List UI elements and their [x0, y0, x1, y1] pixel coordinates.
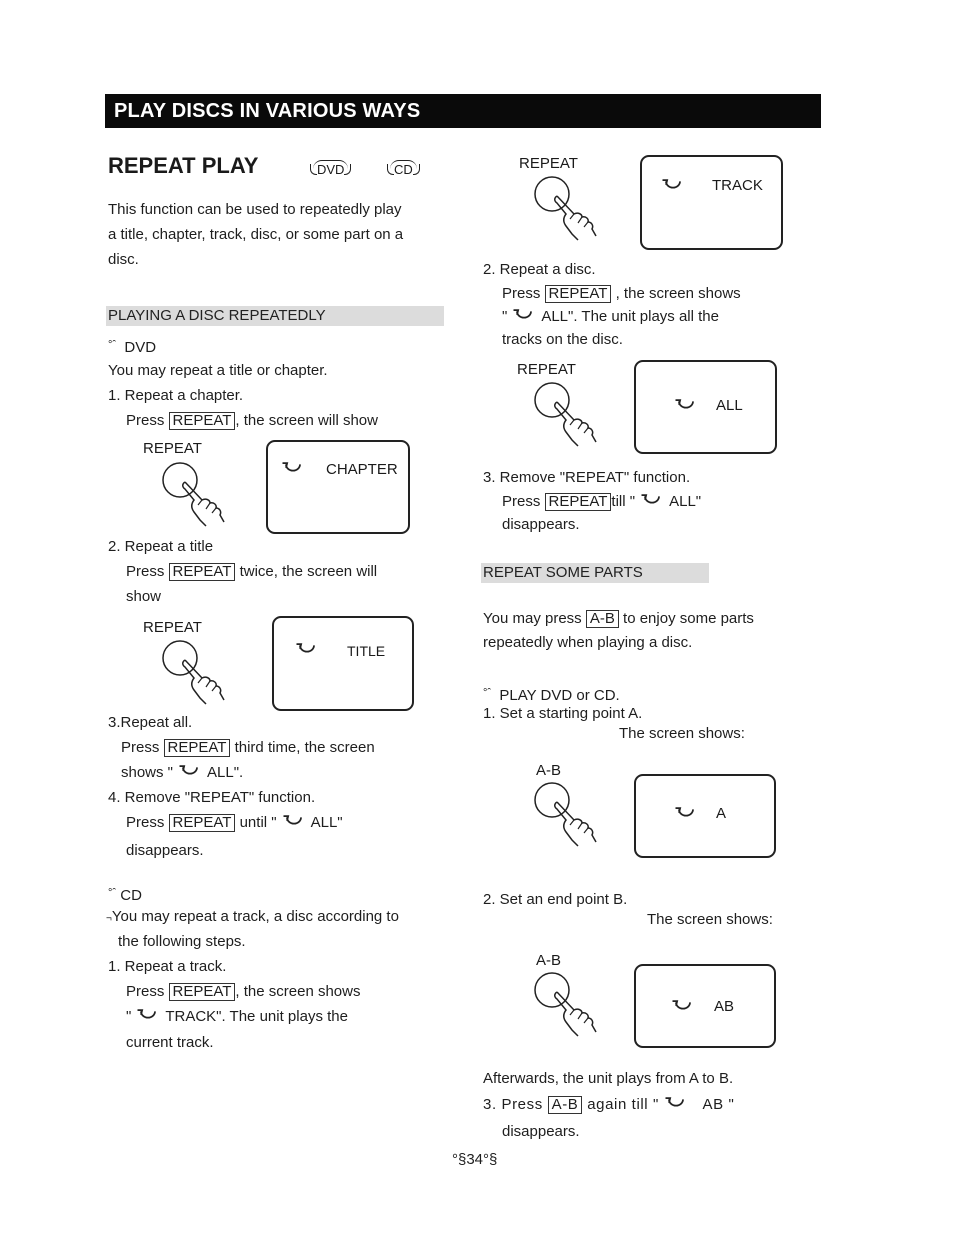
repeat-key: REPEAT [169, 983, 236, 1001]
dvd-step-2-instruction [126, 563, 377, 581]
screen-track [640, 155, 783, 250]
section-repeat-some-parts: REPEAT SOME PARTS [481, 563, 709, 583]
cd-step-2-all [502, 308, 719, 326]
quote-text: " [502, 308, 508, 325]
repeat-key: REPEAT [169, 563, 236, 581]
all-text: ALL". [207, 764, 244, 781]
screen-chapter-text: CHAPTER [326, 461, 398, 478]
cd-intro-1-text: You may repeat a track, a disc according to [111, 908, 399, 925]
intro-line-2: a title, chapter, track, disc, or some part on a [108, 226, 404, 243]
repeat-icon [280, 462, 306, 481]
hand-pressing-button-icon [530, 380, 600, 450]
bullet-marker: °ˆ [108, 887, 117, 899]
screen-ab-text: AB [714, 998, 735, 1015]
repeat-icon [663, 1097, 689, 1111]
cd-intro-1 [106, 908, 399, 928]
press-text: Press [502, 285, 541, 302]
cd-step-2: 2. Repeat a disc. [483, 261, 596, 278]
dvd-step-1-instruction [126, 412, 378, 430]
ab-key: A-B [548, 1096, 583, 1114]
repeat-icon [294, 643, 320, 662]
cd-step-1: 1. Repeat a track. [108, 958, 227, 975]
track-text: TRACK". The unit plays the [165, 1008, 348, 1025]
screen-title-text: TITLE [347, 643, 386, 659]
cd-label: CD [120, 887, 142, 904]
repeat-key: REPEAT [545, 285, 612, 303]
ab-step-3-a: 3. Press [483, 1096, 543, 1113]
dvd-step-4-disappears: disappears. [126, 842, 204, 859]
cd-step-3-instruction [502, 493, 701, 511]
screen-track-text: TRACK [712, 177, 763, 194]
ab-intro-1 [483, 610, 754, 628]
repeat-icon [639, 494, 665, 508]
screen-chapter [266, 440, 410, 534]
dvd-badge: DVD [313, 160, 348, 178]
all-text: ALL". The unit plays all the [541, 308, 719, 325]
dvd-step-4-instruction [126, 814, 343, 832]
ab-intro-a: You may press [483, 610, 582, 627]
screen-title [272, 616, 414, 711]
screen-a [634, 774, 776, 858]
till-text: till " [611, 493, 636, 510]
ab-step-3-c: AB " [702, 1096, 735, 1113]
dvd-step-3-shows [121, 764, 243, 782]
hand-pressing-button-icon [530, 174, 600, 244]
dvd-label: DVD [124, 339, 157, 356]
repeat-button-label: REPEAT [519, 155, 578, 172]
cd-step-2-end: tracks on the disc. [502, 331, 623, 348]
ab-step-1: 1. Set a starting point A. [483, 705, 643, 722]
dvd-step-4: 4. Remove "REPEAT" function. [108, 789, 316, 806]
screen-shows-label-2: The screen shows: [647, 911, 773, 928]
cd-intro-2: the following steps. [118, 933, 246, 950]
repeat-icon [660, 179, 686, 198]
shows-text: shows " [121, 764, 174, 781]
repeat-button-label: REPEAT [143, 619, 202, 636]
ab-intro-b: to enjoy some parts [623, 610, 754, 627]
repeat-key: REPEAT [169, 814, 236, 832]
all-text: ALL" [669, 493, 702, 510]
repeat-button-label: REPEAT [517, 361, 576, 378]
dvd-intro: You may repeat a title or chapter. [108, 362, 328, 379]
all-text: ALL" [310, 814, 343, 831]
cd-intro-mark: ¬ [106, 913, 112, 924]
repeat-icon [511, 309, 537, 323]
until-text: until " [239, 814, 277, 831]
dvd-step-2-show: show [126, 588, 162, 605]
press-text: Press [126, 563, 165, 580]
repeat-play-heading: REPEAT PLAY [108, 153, 259, 178]
cd-step-3-disappears: disappears. [502, 516, 580, 533]
cd-step-1-tail: , the screen shows [235, 983, 361, 1000]
step-2-tail: twice, the screen will [239, 563, 378, 580]
press-text: Press [502, 493, 541, 510]
cd-badge: CD [390, 160, 417, 178]
screen-shows-label: The screen shows: [619, 725, 745, 742]
press-text: Press [121, 739, 160, 756]
cd-step-3: 3. Remove "REPEAT" function. [483, 469, 691, 486]
ab-key: A-B [586, 610, 619, 628]
ab-button-label: A-B [536, 952, 562, 969]
section-playing-disc-repeatedly: PLAYING A DISC REPEATEDLY [106, 306, 444, 326]
press-text: Press [126, 814, 165, 831]
screen-ab [634, 964, 776, 1048]
hand-pressing-button-icon [530, 970, 600, 1040]
repeat-icon [670, 1000, 696, 1019]
dvd-step-2: 2. Repeat a title [108, 538, 214, 555]
hand-pressing-button-icon [158, 638, 228, 708]
dvd-step-3: 3.Repeat all. [108, 714, 193, 731]
repeat-icon [177, 765, 203, 779]
cd-step-2-instruction [502, 285, 741, 303]
repeat-button-label: REPEAT [143, 440, 202, 457]
cd-step-2-tail: , the screen shows [615, 285, 741, 302]
press-text: Press [126, 412, 165, 429]
repeat-icon [281, 815, 307, 829]
bullet-marker: °ˆ [483, 687, 492, 699]
ab-step-3-disappears: disappears. [502, 1123, 580, 1140]
bullet-marker: °ˆ [108, 339, 117, 351]
ab-step-2: 2. Set an end point B. [483, 891, 628, 908]
step-1-tail: , the screen will show [235, 412, 378, 429]
afterwards-text: Afterwards, the unit plays from A to B. [483, 1070, 734, 1087]
repeat-key: REPEAT [169, 412, 236, 430]
repeat-icon [673, 399, 699, 418]
cd-step-1-end: current track. [126, 1034, 214, 1051]
cd-step-1-instruction [126, 983, 360, 1001]
play-label: PLAY DVD or CD. [499, 687, 620, 704]
dvd-step-1: 1. Repeat a chapter. [108, 387, 244, 404]
cd-subheading [108, 884, 142, 905]
page-number: °§34°§ [452, 1151, 498, 1168]
dvd-step-3-instruction [121, 739, 375, 757]
step-3-tail: third time, the screen [234, 739, 375, 756]
screen-all [634, 360, 777, 454]
ab-intro-2: repeatedly when playing a disc. [483, 634, 693, 651]
press-text: Press [126, 983, 165, 1000]
page-header: PLAY DISCS IN VARIOUS WAYS [105, 94, 821, 128]
repeat-icon [135, 1009, 161, 1023]
hand-pressing-button-icon [158, 460, 228, 530]
repeat-icon [673, 807, 699, 826]
ab-step-3 [483, 1096, 734, 1114]
intro-line-1: This function can be used to repeatedly play [108, 201, 402, 218]
repeat-key: REPEAT [545, 493, 612, 511]
play-subheading [483, 684, 620, 705]
ab-button-label: A-B [536, 762, 562, 779]
intro-line-3: disc. [108, 251, 139, 268]
hand-pressing-button-icon [530, 780, 600, 850]
dvd-subheading [108, 336, 156, 357]
quote-text: " [126, 1008, 132, 1025]
repeat-key: REPEAT [164, 739, 231, 757]
screen-a-text: A [716, 805, 727, 822]
cd-step-1-track [126, 1008, 348, 1026]
ab-step-3-b: again till " [587, 1096, 659, 1113]
screen-all-text: ALL [716, 397, 743, 414]
